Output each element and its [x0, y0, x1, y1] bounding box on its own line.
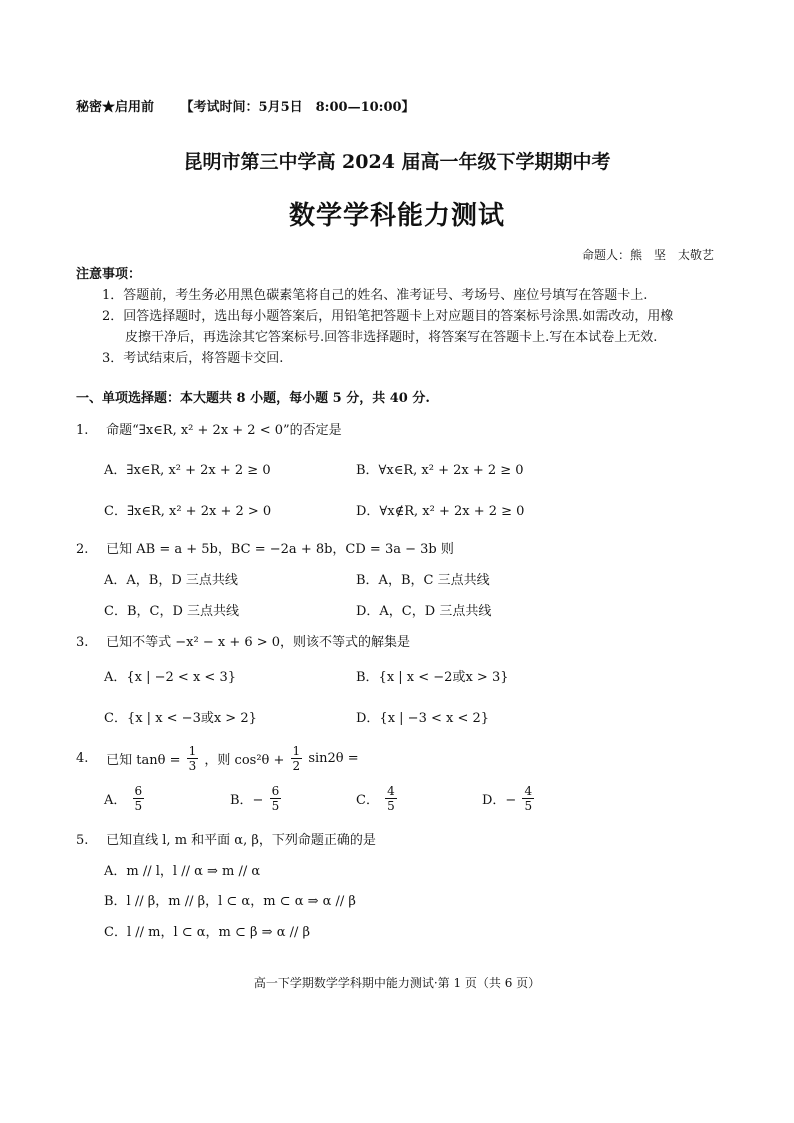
option-d: D．A，C，D 三点共线 [356, 604, 492, 619]
question-3 [76, 631, 410, 650]
fraction-numerator: 1 [292, 744, 301, 758]
question-stem: 已知 AB = a + 5b，BC = −2a + 8b，CD = 3a − 3b 则 [106, 542, 454, 557]
option-a [104, 784, 146, 813]
question-stem-pre: 已知 tanθ = [106, 753, 181, 768]
notice-title: 注意事项： [76, 267, 142, 282]
question-number: 1. [76, 423, 89, 438]
exam-time: 【考试时间：5月5日 8:00—10:00】 [180, 100, 415, 115]
option-label: B．− [230, 793, 264, 808]
option-fraction [270, 784, 282, 813]
option-a: A．∃x∈R, x² + 2x + 2 ≥ 0 [104, 463, 271, 478]
option-d: D．{x | −3 < x < 2} [356, 711, 490, 726]
subject-title: 数学学科能力测试 [288, 201, 505, 231]
fraction-numerator: 4 [524, 784, 533, 798]
question-stem-post: sin2θ = [308, 751, 359, 766]
question-stem: 命题“∃x∈R, x² + 2x + 2 < 0”的否定是 [106, 423, 342, 438]
question-stem: 已知不等式 −x² − x + 6 > 0，则该不等式的解集是 [106, 635, 411, 650]
question-5 [76, 829, 376, 848]
school-title: 昆明市第三中学高 2024 届高一年级下学期期中考 [183, 151, 611, 173]
notice-item: 3．考试结束后，将答题卡交回. [102, 351, 284, 366]
question-number: 5. [76, 833, 89, 848]
option-label: A． [104, 793, 127, 808]
question-number: 4. [76, 751, 89, 766]
option-c: C．l // m，l ⊂ α，m ⊂ β ⇒ α // β [104, 925, 311, 940]
fraction-denominator: 5 [271, 799, 280, 813]
option-c: C．{x | x < −3或x > 2} [104, 711, 257, 726]
question-4 [76, 744, 359, 773]
fraction-one-half [291, 744, 303, 773]
option-fraction [385, 784, 397, 813]
option-b: B．A，B，C 三点共线 [356, 573, 490, 588]
option-label: C． [356, 793, 379, 808]
notice-item: 1．答题前，考生务必用黑色碳素笔将自己的姓名、准考证号、考场号、座位号填写在答题卡上. [102, 288, 648, 303]
option-a: A．m // l，l // α ⇒ m // α [104, 864, 261, 879]
question-stem: 已知直线 l, m 和平面 α, β，下列命题正确的是 [106, 833, 376, 848]
option-b [230, 784, 283, 813]
fraction-denominator: 5 [387, 799, 395, 813]
option-c [356, 784, 399, 813]
section-heading: 一、单项选择题：本大题共 8 小题，每小题 5 分，共 40 分. [76, 391, 430, 406]
question-number: 2. [76, 542, 89, 557]
fraction-numerator: 6 [271, 784, 280, 798]
fraction-numerator: 4 [387, 784, 395, 798]
fraction-one-third [187, 744, 199, 773]
fraction-denominator: 2 [292, 759, 301, 773]
notice-item: 2．回答选择题时，选出每小题答案后，用铅笔把答题卡上对应题目的答案标号涂黑.如需改动，用橡 [102, 309, 674, 324]
fraction-denominator: 3 [188, 759, 197, 773]
option-d: D．∀x∉R, x² + 2x + 2 ≥ 0 [356, 504, 525, 519]
question-2 [76, 538, 454, 557]
option-fraction [522, 784, 534, 813]
question-stem-mid: ，则 cos²θ + [204, 753, 285, 768]
notice-item: 皮擦干净后，再选涂其它答案标号.回答非选择题时，将答案写在答题卡上.写在本试卷上无效. [125, 330, 658, 345]
option-d [482, 784, 536, 813]
page-footer: 高一下学期数学学科期中能力测试·第 1 页（共 6 页） [253, 976, 541, 990]
authors: 命题人：熊 坚 太敬艺 [581, 248, 714, 262]
option-b: B．{x | x < −2或x > 3} [356, 670, 509, 685]
option-c: C．∃x∈R, x² + 2x + 2 > 0 [104, 504, 272, 519]
fraction-denominator: 5 [524, 799, 533, 813]
question-1 [76, 419, 342, 438]
fraction-numerator: 1 [188, 744, 197, 758]
secret-label: 秘密★启用前 [76, 100, 155, 115]
option-label: D．− [482, 793, 517, 808]
option-b: B．l // β，m // β，l ⊂ α，m ⊂ α ⇒ α // β [104, 894, 356, 909]
option-fraction [133, 784, 145, 813]
option-a: A．A，B，D 三点共线 [104, 573, 238, 588]
fraction-denominator: 5 [134, 799, 143, 813]
option-c: C．B，C，D 三点共线 [104, 604, 240, 619]
question-number: 3. [76, 635, 89, 650]
option-b: B．∀x∈R, x² + 2x + 2 ≥ 0 [356, 463, 524, 478]
fraction-numerator: 6 [134, 784, 143, 798]
exam-header [76, 96, 415, 115]
option-a: A．{x | −2 < x < 3} [104, 670, 236, 685]
